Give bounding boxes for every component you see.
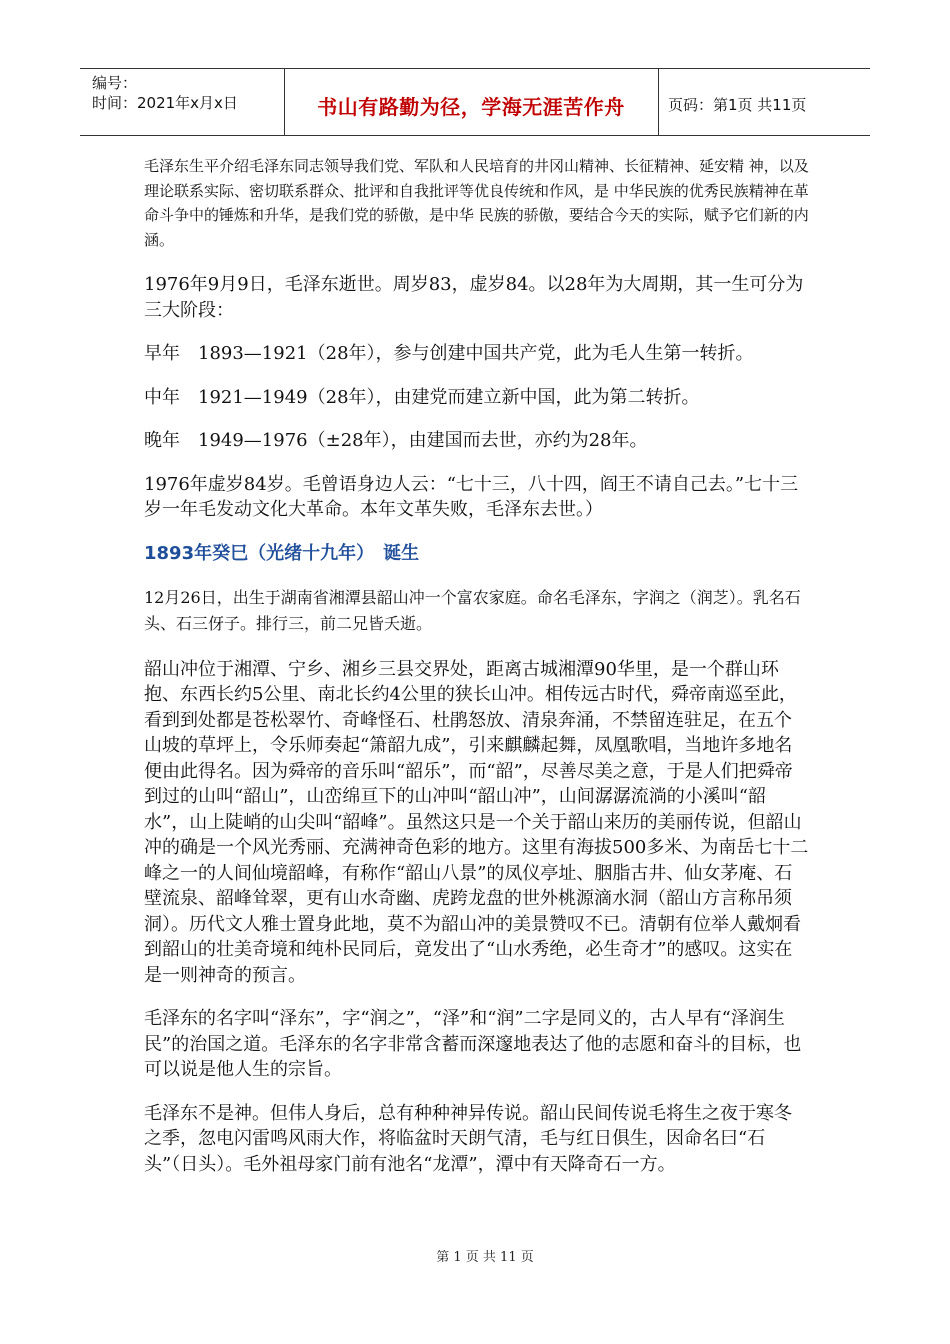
paragraph-saying: 1976年虚岁84岁。毛曾语身边人云：“七十三，八十四，阎王不请自己去。”七十三岁一年毛发动文化大革命。本年文革失败，毛泽东去世。） bbox=[144, 473, 799, 520]
page-header bbox=[80, 68, 870, 136]
header-meta bbox=[92, 73, 238, 113]
header-motto: 书山有路勤为径，学海无涯苦作舟 bbox=[317, 95, 625, 119]
paragraph-name: 毛泽东的名字叫“泽东”，字“润之”，“泽”和“润”二字是同义的，古人早有“泽润生民”的治国之道。毛泽东的名字非常含蓄而深邃地表达了他的志愿和奋斗的目标，也可以说是他人生的宗旨。 bbox=[144, 1008, 802, 1080]
paragraph-middle-years: 中年 1921—1949（28年），由建党而建立新中国，此为第二转折。 bbox=[144, 386, 700, 408]
document-body bbox=[144, 154, 809, 1195]
header-divider bbox=[658, 69, 659, 135]
paragraph-legend: 毛泽东不是神。但伟人身后，总有种种神异传说。韶山民间传说毛将生之夜于寒冬之季，忽电闪雷鸣风雨大作，将临盆时天朗气清，毛与红日俱生，因命名曰“石头”（日头）。毛外祖母家门前有池名“龙潭”，潭中有天降奇石一方。 bbox=[144, 1102, 792, 1175]
paragraph-late-years: 晚年 1949—1976（±28年），由建国而去世，亦约为28年。 bbox=[144, 430, 648, 451]
header-page-info: 页码：第1页 共11页 bbox=[668, 96, 807, 114]
code-label: 编号： bbox=[92, 74, 138, 92]
time-label: 时间：2021年x月x日 bbox=[92, 94, 238, 112]
section-heading: 1893年癸巳（光绪十九年） 诞生 bbox=[144, 542, 420, 564]
intro-paragraph: 毛泽东生平介绍毛泽东同志领导我们党、军队和人民培育的井冈山精神、长征精神、延安精 神，以及理论联系实际、密切联系群众、批评和自我批评等优良传统和作风，是 中华民族的优秀民族精神在革命斗争中的锤炼和升华，是我们党的骄傲，是中华 民族的骄傲，要结合今天的实际，赋予它们新的内涵。 bbox=[144, 157, 809, 249]
page-footer: 第 1 页 共 11 页 bbox=[436, 1250, 534, 1265]
paragraph-birth: 12月26日，出生于湖南省湘潭县韶山冲一个富农家庭。命名毛泽东，字润之（润芝）。乳名石头、石三伢子。排行三，前二兄皆夭逝。 bbox=[144, 587, 801, 633]
paragraph-death: 1976年9月9日，毛泽东逝世。周岁83，虚岁84。以28年为大周期，其一生可分为三大阶段： bbox=[144, 274, 804, 321]
paragraph-early-years: 早年 1893—1921（28年），参与创建中国共产党，此为毛人生第一转折。 bbox=[144, 343, 754, 364]
paragraph-shaoshan: 韶山冲位于湘潭、宁乡、湘乡三县交界处，距离古城湘潭90华里，是一个群山环抱、东西长约5公里、南北长约4公里的狭长山冲。相传远古时代，舜帝南巡至此，看到到处都是苍松翠竹、奇峰怪石、杜鹃怒放、清泉奔涌，不禁留连驻足，在五个山坡的草坪上，令乐师奏起“箫韶九成”，引来麒麟起舞，凤凰歌唱，当地许多地名便由此得名。因为舜帝的音乐叫“韶乐”，而“韶”，尽善尽美之意，于是人们把舜帝到过的山叫“韶山”，山峦绵亘下的山冲叫“韶山冲”，山间潺潺流淌的小溪叫“韶水”，山上陡峭的山尖叫“韶峰”。虽然这只是一个关于韶山来历的美丽传说，但韶山冲的确是一个风光秀丽、充满神奇色彩的地方。这里有海拔500多米、为南岳七十二峰之一的人间仙境韶峰，有称作“韶山八景”的凤仪亭址、胭脂古井、仙女茅庵、石壁流泉、韶峰耸翠，更有山水奇幽、虎跨龙盘的世外桃源滴水洞（韶山方言称吊须洞）。历代文人雅士置身此地，莫不为韶山冲的美景赞叹不已。清朝有位举人戴炯看到韶山的壮美奇境和纯朴民同后，竟发出了“山水秀绝，必生奇才”的感叹。这实在是一则神奇的预言。 bbox=[144, 658, 809, 986]
